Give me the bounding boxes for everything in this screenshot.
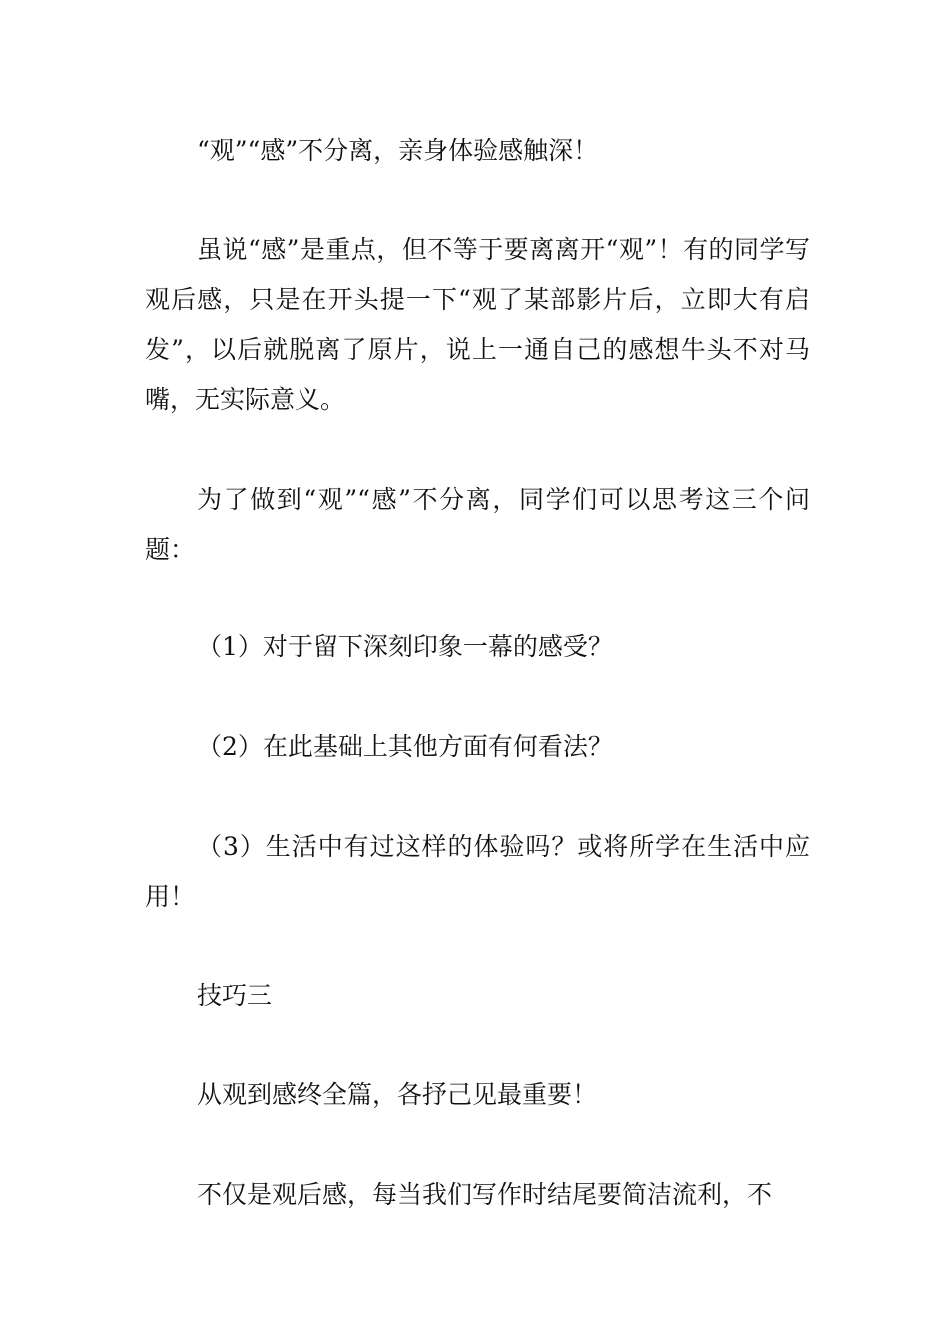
paragraph-body-2: 为了做到“观”“感”不分离，同学们可以思考这三个问题：	[145, 485, 810, 564]
paragraph-body-1: 虽说“感”是重点，但不等于要离离开“观”！有的同学写观后感，只是在开头提一下“观了某部影片后，立即大有启发”，以后就脱离了原片，说上一通自己的感想牛头不对马嘴，无实际意义。	[145, 235, 810, 414]
paragraph-body-3: 不仅是观后感，每当我们写作时结尾要简洁流利，不	[197, 1180, 773, 1209]
paragraph-heading-1: “观”“感”不分离，亲身体验感触深！	[197, 136, 599, 165]
section-heading-tip-3: 技巧三	[197, 981, 273, 1010]
list-item-question-1: （1）对于留下深刻印象一幕的感受？	[197, 632, 613, 661]
paragraph-heading-2: 从观到感终全篇，各抒己见最重要！	[197, 1080, 598, 1109]
list-item-question-2: （2）在此基础上其他方面有何看法？	[197, 732, 613, 761]
list-item-question-3: （3）生活中有过这样的体验吗？或将所学在生活中应用！	[145, 832, 810, 911]
